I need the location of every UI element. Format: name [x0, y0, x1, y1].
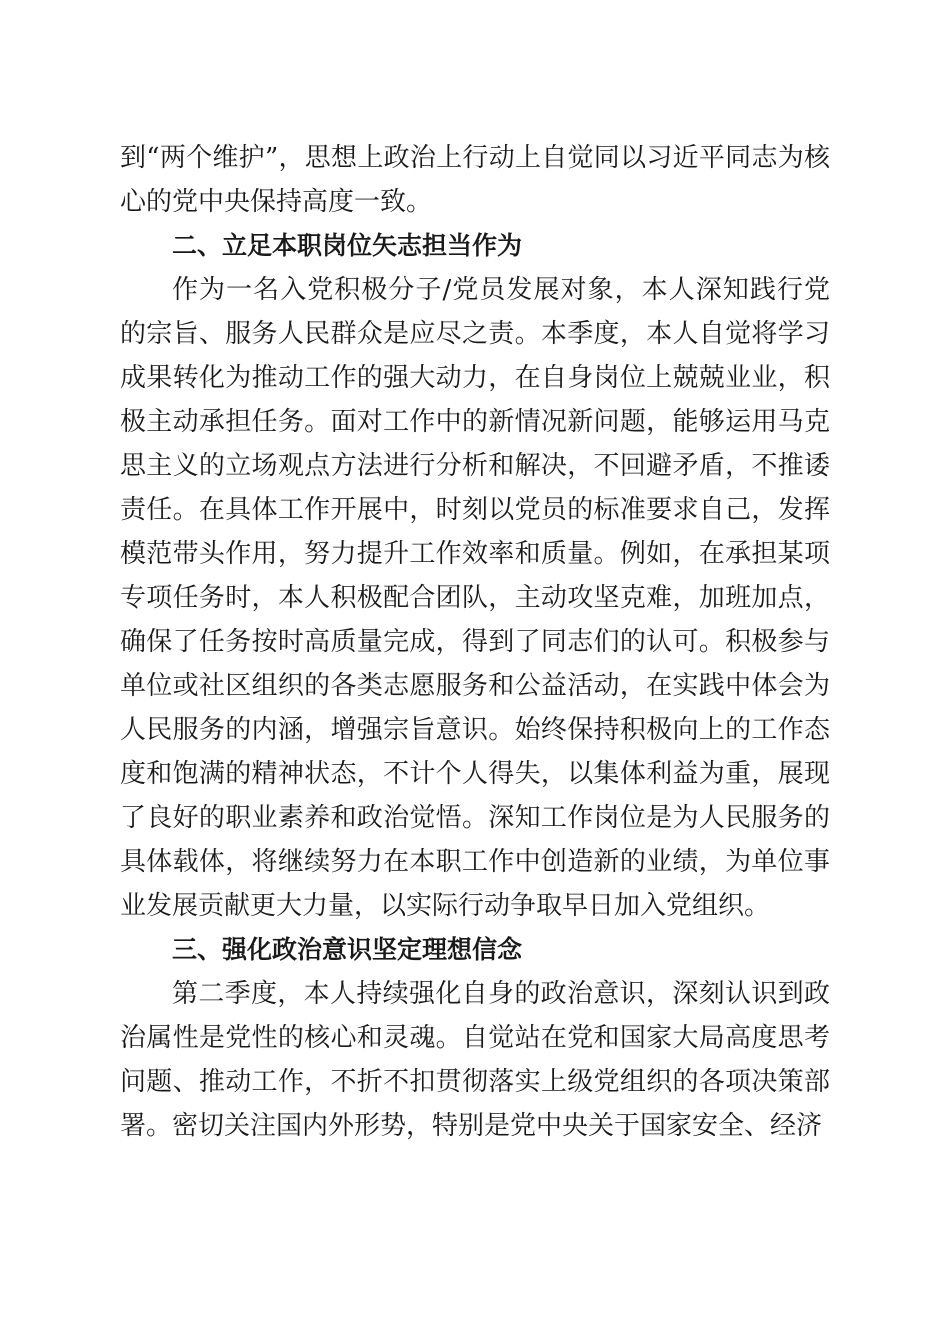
body-paragraph-section-3: 第二季度，本人持续强化自身的政治意识，深刻认识到政治属性是党性的核心和灵魂。自觉站在党和国家大局高度思考问题、推动工作，不折不扣贯彻落实上级党组织的各项决策部署。密切关注国内外形势，特别是党中央关于国家安全、经济 [120, 979, 830, 1141]
body-paragraph-continuation: 到“两个维护”，思想上政治上行动上自觉同以习近平同志为核心的党中央保持高度一致。 [120, 143, 830, 217]
section-heading-3: 三、强化政治意识坚定理想信念 [172, 935, 523, 964]
document-page [120, 136, 830, 1148]
body-paragraph-section-2: 作为一名入党积极分子/党员发展对象，本人深知践行党的宗旨、服务人民群众是应尽之责。本季度，本人自觉将学习成果转化为推动工作的强大动力，在自身岗位上兢兢业业，积极主动承担任务。面对工作中的新情况新问题，能够运用马克思主义的立场观点方法进行分析和解决，不回避矛盾，不推诿责任。在具体工作开展中，时刻以党员的标准要求自己，发挥模范带头作用，努力提升工作效率和质量。例如，在承担某项专项任务时，本人积极配合团队，主动攻坚克难，加班加点，确保了任务按时高质量完成，得到了同志们的认可。积极参与单位或社区组织的各类志愿服务和公益活动，在实践中体会为人民服务的内涵，增强宗旨意识。始终保持积极向上的工作态度和饱满的精神状态，不计个人得失，以集体利益为重，展现了良好的职业素养和政治觉悟。深知工作岗位是为人民服务的具体载体，将继续努力在本职工作中创造新的业绩，为单位事业发展贡献更大力量，以实际行动争取早日加入党组织。 [120, 275, 830, 921]
section-heading-2: 二、立足本职岗位矢志担当作为 [172, 231, 523, 260]
